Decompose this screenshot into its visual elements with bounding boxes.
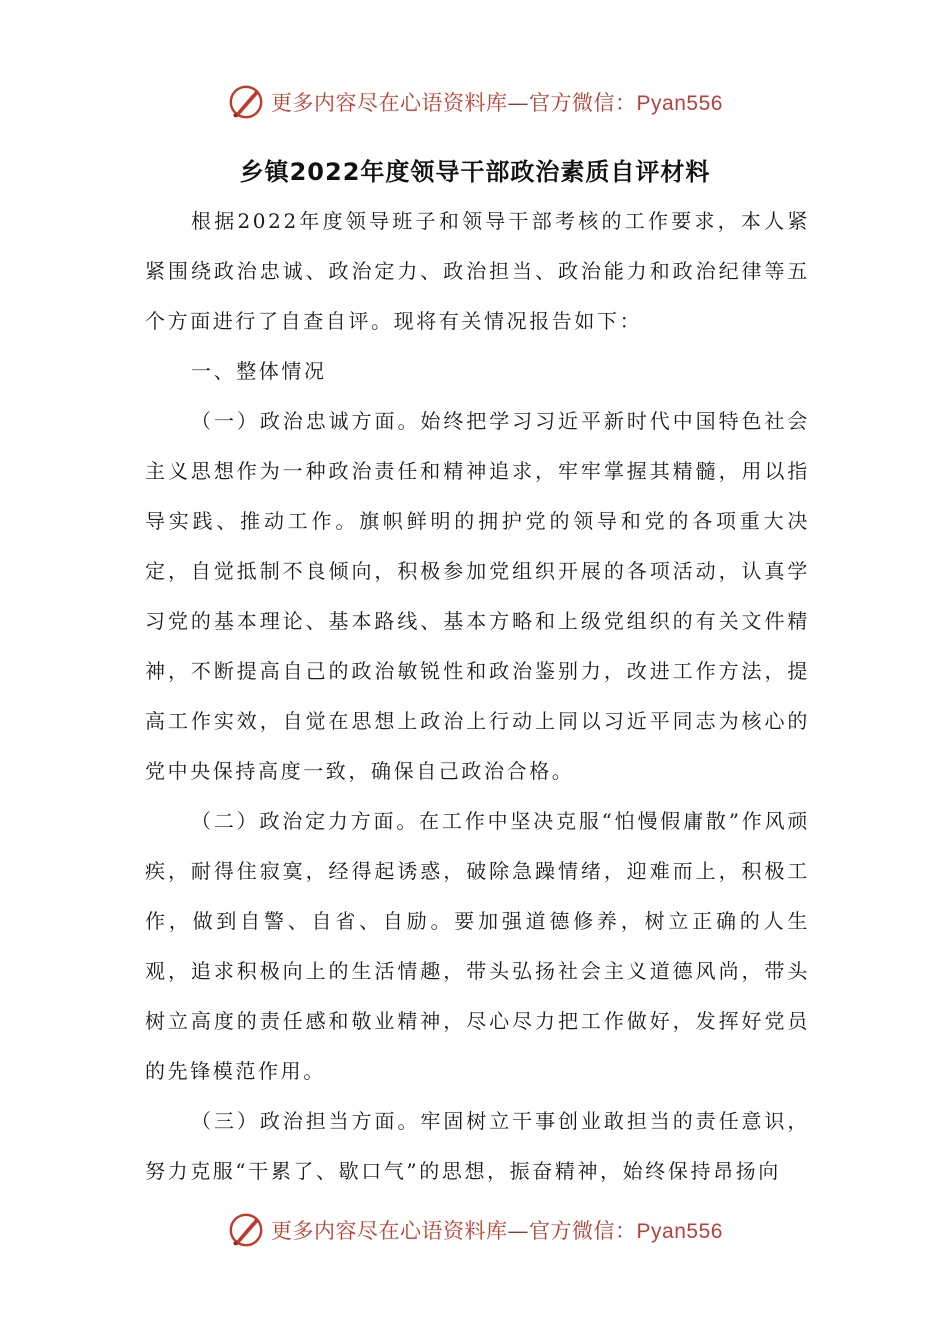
wechat-account: Pyan556 bbox=[636, 92, 723, 115]
quill-pen-logo-icon bbox=[227, 1211, 265, 1249]
paragraph-political-responsibility: （三）政治担当方面。牢固树立干事创业敢担当的责任意识，努力克服“干累了、歇口气”的思想，振奋精神，始终保持昂扬向 bbox=[145, 1109, 810, 1183]
wechat-label: 官方微信： bbox=[529, 91, 637, 115]
footer-banner bbox=[0, 1208, 950, 1252]
footer-slogan bbox=[271, 1215, 723, 1245]
document-title: 乡镇2022年度领导干部政治素质自评材料 bbox=[239, 158, 711, 186]
header-banner bbox=[0, 80, 950, 124]
paragraph-political-loyalty: （一）政治忠诚方面。始终把学习习近平新时代中国特色社会主义思想作为一种政治责任和精神追求，牢牢掌握其精髓，用以指导实践、推动工作。旗帜鲜明的拥护党的领导和党的各项重大决定，自觉抵制不良倾向，积极参加党组织开展的各项活动，认真学习党的基本理论、基本路线、基本方略和上级党组织的有关文件精神，不断提高自己的政治敏锐性和政治鉴别力，改进工作方法，提高工作实效，自觉在思想上政治上行动上同以习近平同志为核心的党中央保持高度一致，确保自己政治合格。 bbox=[145, 409, 810, 783]
slogan-text: 更多内容尽在心语资料库 bbox=[271, 91, 508, 115]
paragraph-intro: 根据2022年度领导班子和领导干部考核的工作要求，本人紧紧围绕政治忠诚、政治定力、政治担当、政治能力和政治纪律等五个方面进行了自查自评。现将有关情况报告如下： bbox=[145, 209, 810, 333]
section-heading-overall: 一、整体情况 bbox=[191, 359, 327, 383]
slogan-dash: — bbox=[507, 1219, 530, 1243]
quill-pen-logo-icon bbox=[227, 83, 265, 121]
wechat-account: Pyan556 bbox=[636, 1220, 723, 1243]
document-body bbox=[145, 196, 810, 1196]
wechat-label: 官方微信： bbox=[529, 1219, 637, 1243]
slogan-dash: — bbox=[507, 91, 530, 115]
slogan-text: 更多内容尽在心语资料库 bbox=[271, 1219, 508, 1243]
header-slogan bbox=[271, 87, 723, 117]
paragraph-political-determination: （二）政治定力方面。在工作中坚决克服“怕慢假庸散”作风顽疾，耐得住寂寞，经得起诱惑，破除急躁情绪，迎难而上，积极工作，做到自警、自省、自励。要加强道德修养，树立正确的人生观，追求积极向上的生活情趣，带头弘扬社会主义道德风尚，带头树立高度的责任感和敬业精神，尽心尽力把工作做好，发挥好党员的先锋模范作用。 bbox=[145, 809, 810, 1083]
